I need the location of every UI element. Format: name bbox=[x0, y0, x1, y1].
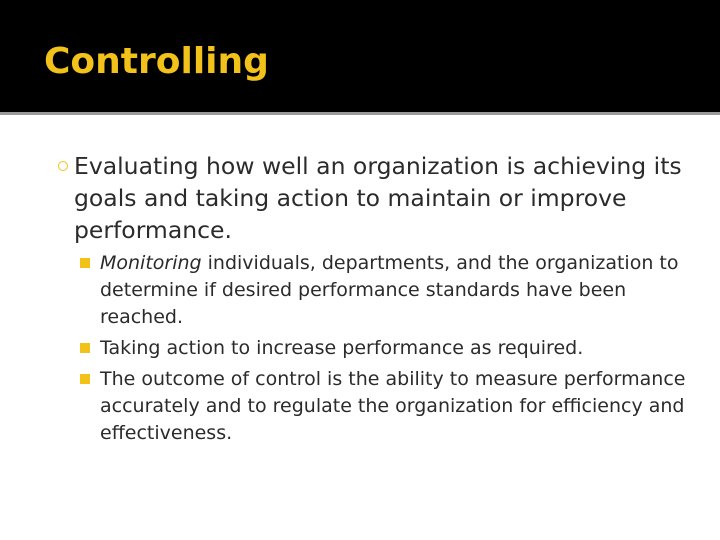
sub-bullet-taking-action bbox=[100, 335, 698, 362]
square-bullet-icon bbox=[80, 374, 90, 384]
title-divider bbox=[0, 112, 720, 115]
square-bullet-icon bbox=[80, 343, 90, 353]
sub-bullet-text: Taking action to increase performance as required. bbox=[100, 337, 584, 359]
main-bullet bbox=[58, 150, 698, 246]
slide-content bbox=[58, 150, 698, 451]
slide-title: Controlling bbox=[44, 41, 269, 82]
ring-bullet-icon bbox=[58, 161, 68, 171]
main-bullet-text: Evaluating how well an organization is achieving its goals and taking action to maintain or improve performance. bbox=[74, 152, 682, 244]
title-bar bbox=[0, 0, 720, 112]
sub-bullet-text: The outcome of control is the ability to measure performance accurately and to regulate the organization for efficiency and effectiveness. bbox=[100, 368, 686, 444]
sub-bullet-outcome bbox=[100, 366, 698, 447]
square-bullet-icon bbox=[80, 258, 90, 268]
sub-bullet-monitoring bbox=[100, 250, 698, 331]
sub-bullet-text: individuals, departments, and the organization to determine if desired performance standards have been reached. bbox=[100, 252, 679, 328]
monitoring-emphasis: Monitoring bbox=[100, 252, 202, 274]
sub-bullet-list bbox=[58, 250, 698, 447]
